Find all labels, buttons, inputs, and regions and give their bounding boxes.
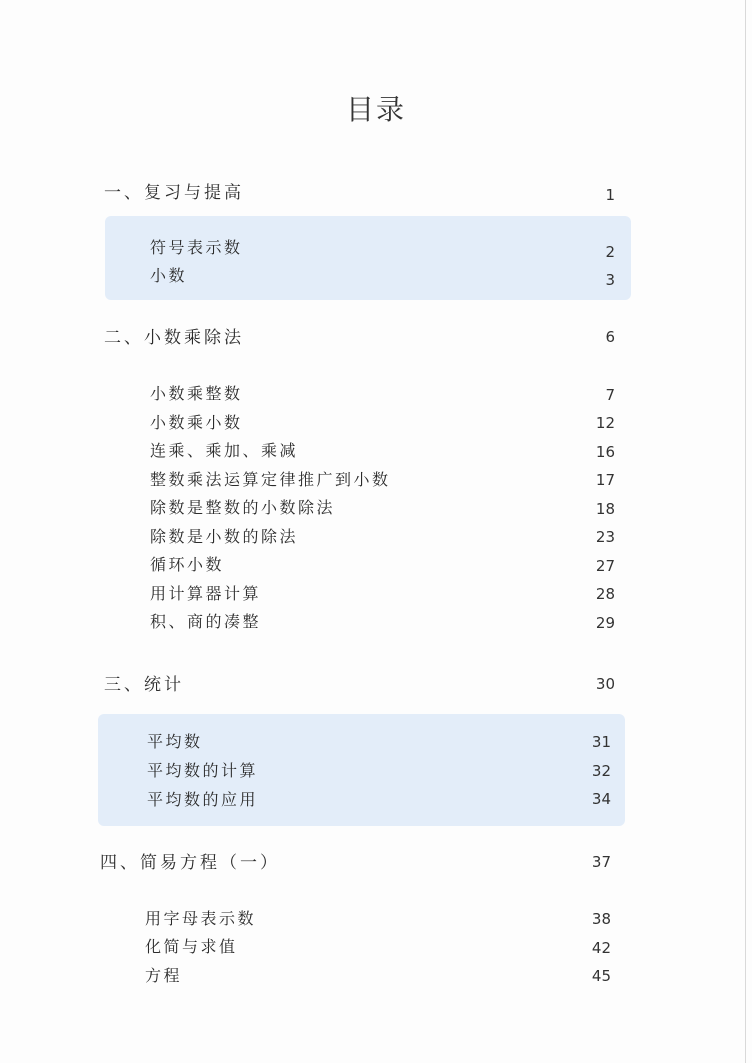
toc-page-number: 45 (591, 967, 611, 985)
toc-page-number: 12 (595, 414, 615, 432)
toc-page-number: 16 (595, 443, 615, 461)
chapter-title[interactable]: 二、小数乘除法 (104, 328, 244, 348)
toc-page-number: 27 (595, 557, 615, 575)
page-title: 目录 (345, 93, 406, 126)
toc-page-number: 18 (595, 500, 615, 518)
page-edge (745, 0, 746, 1063)
toc-entry[interactable]: 方程 (145, 966, 183, 985)
toc-entry[interactable]: 积、商的凑整 (150, 612, 262, 631)
toc-entry[interactable]: 用字母表示数 (145, 909, 257, 928)
toc-entry[interactable]: 连乘、乘加、乘减 (150, 441, 299, 460)
chapter-title[interactable]: 四、简易方程（一） (100, 853, 280, 873)
section-band (105, 216, 631, 300)
chapter-title[interactable]: 三、统计 (104, 675, 184, 695)
chapter-page-number: 30 (595, 675, 615, 693)
toc-page-number: 42 (591, 939, 611, 957)
toc-entry[interactable]: 除数是小数的除法 (150, 527, 299, 546)
toc-page-number: 38 (591, 910, 611, 928)
toc-page-number: 23 (595, 528, 615, 546)
chapter-page-number: 1 (605, 186, 615, 204)
toc-entry[interactable]: 小数 (150, 266, 188, 285)
toc-page-number: 28 (595, 585, 615, 603)
toc-entry[interactable]: 化简与求值 (145, 937, 238, 956)
toc-entry[interactable]: 小数乘小数 (150, 413, 243, 432)
toc-entry[interactable]: 除数是整数的小数除法 (150, 498, 336, 517)
toc-entry[interactable]: 平均数的计算 (147, 761, 259, 780)
toc-page-number: 2 (605, 243, 615, 261)
toc-page-number: 32 (591, 762, 611, 780)
toc-page-number: 17 (595, 471, 615, 489)
toc-page-number: 3 (605, 271, 615, 289)
chapter-title[interactable]: 一、复习与提高 (104, 183, 244, 203)
toc-entry[interactable]: 符号表示数 (150, 238, 243, 257)
chapter-page-number: 37 (591, 853, 611, 871)
toc-entry[interactable]: 用计算器计算 (150, 584, 262, 603)
toc-entry[interactable]: 小数乘整数 (150, 384, 243, 403)
toc-entry[interactable]: 平均数 (147, 732, 203, 751)
toc-entry[interactable]: 整数乘法运算定律推广到小数 (150, 470, 391, 489)
toc-page-number: 29 (595, 614, 615, 632)
toc-page-number: 7 (605, 386, 615, 404)
toc-entry[interactable]: 平均数的应用 (147, 790, 259, 809)
chapter-page-number: 6 (605, 328, 615, 346)
toc-entry[interactable]: 循环小数 (150, 555, 225, 574)
toc-page-number: 31 (591, 733, 611, 751)
toc-page-number: 34 (591, 790, 611, 808)
